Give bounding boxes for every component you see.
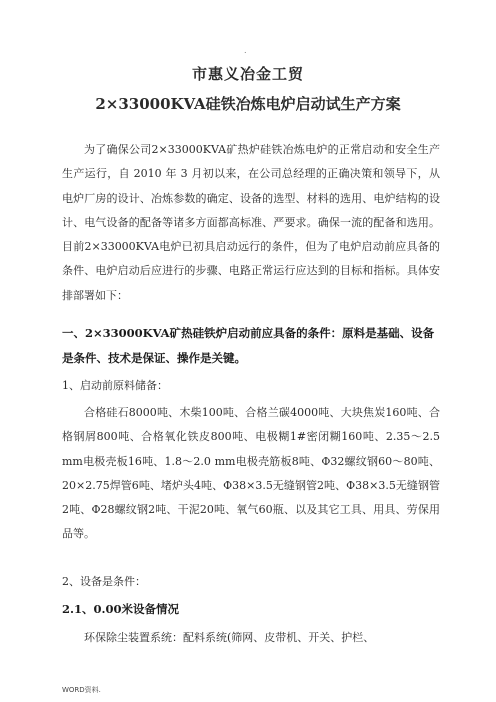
document-title-company: 市惠义冶金工贸 bbox=[191, 65, 304, 83]
subheading-ground-level-equipment: 2.1、0.00米设备情况 bbox=[62, 602, 180, 616]
section-heading-conditions: 一、2×33000KVA矿热硅铁炉启动前应具备的条件：原料是基础、设备是条件、技术是保证、操作是关键。 bbox=[62, 326, 435, 365]
materials-paragraph: 合格硅石8000吨、木柴100吨、合格兰碳4000吨、大块焦炭160吨、合格钢屑800吨、合格氧化铁皮800吨、电极糊1#密闭糊160吨、2.35～2.5 mm电极壳板16吨、1.8～2.0 mm电极壳筋板8吨、Φ32螺纹钢60～80吨、20×2.75焊管6吨、堵炉头4吨、Φ38×3.5无缝钢管2吨、Φ38×3.5无缝钢管2吨、Φ28螺纹钢2吨、干泥20吨、氧气60瓶、以及其它工具、用具、劳保用品等。 bbox=[62, 406, 440, 541]
page-footer: WORD资料. bbox=[62, 686, 101, 694]
dust-removal-paragraph: 环保除尘装置系统：配料系统(筛网、皮带机、开关、护栏、 bbox=[84, 631, 375, 644]
document-title-plan: 2×33000KVA硅铁冶炼电炉启动试生产方案 bbox=[95, 95, 401, 113]
intro-paragraph: 为了确保公司2×33000KVA矿热炉硅铁冶炼电炉的正常启动和安全生产生产运行，自 2010 年 3 月初以来，在公司总经理的正确决策和领导下，从电炉厂房的设计、冶炼参数的确定、设备的选型、材料的选用、电炉结构的设计、电气设备的配备等诸多方面都高标准、严要求。确保一流的配备和选用。目前2×33000KVA电炉已初具启动远行的条件，但为了电炉启动前应具备的条件、电炉启动后应进行的步骤、电路正常运行应达到的目标和指标。具体安排部署如下： bbox=[62, 143, 440, 302]
subheading-raw-materials: 1、启动前原料储备： bbox=[62, 379, 168, 392]
page-dot: . bbox=[244, 46, 247, 55]
subheading-equipment: 2、设备是条件： bbox=[62, 575, 146, 588]
